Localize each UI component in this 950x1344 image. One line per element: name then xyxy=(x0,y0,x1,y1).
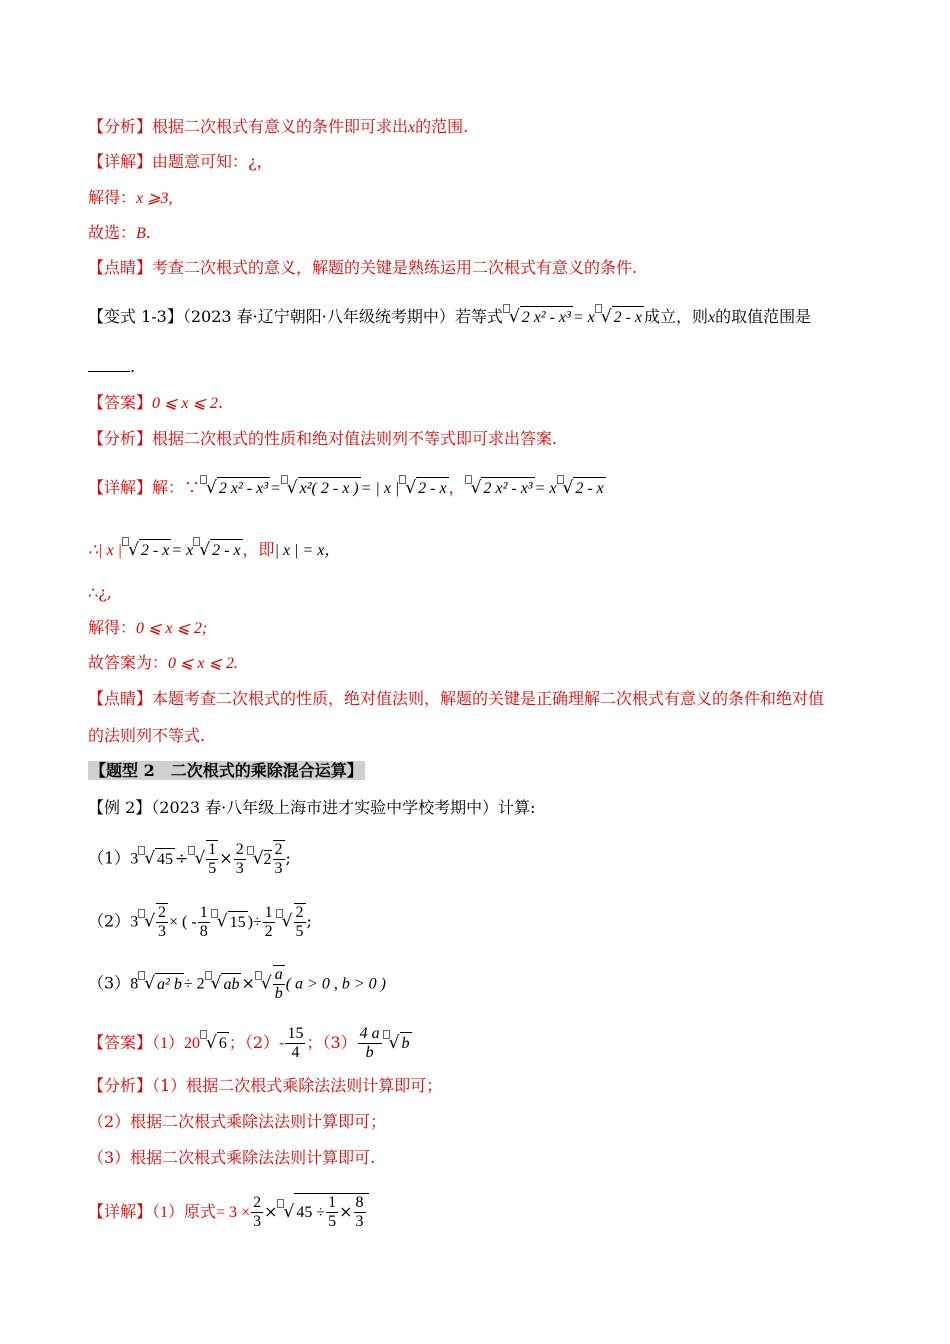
detail-line xyxy=(88,151,273,173)
variant-1-3: 【变式 1-3】（2023 春·辽宁朝阳·八年级统考期中）若等式 √ 2 x² - x³ = x √ 2 - x 成立，则x的取值范围是 xyxy=(88,304,811,329)
analysis-text-2: 根据二次根式的性质和绝对值法则列不等式即可求出答案. xyxy=(152,429,558,448)
detail-eq1: = xyxy=(270,480,281,497)
analysis-text: 根据二次根式有意义的条件即可求出 xyxy=(152,117,409,136)
detail-r1: 2 x² - x³ xyxy=(217,477,270,500)
problem-3: （3）8 √ a² b ÷ 2 √ ab × √ $\frac{a}{b}$ ( a > 0 , b > 0 ) xyxy=(88,966,386,1002)
therefore-pre: ∴| x | xyxy=(88,542,123,559)
variant-rad2: 2 - x xyxy=(612,306,644,329)
analysis-line-5: （3）根据二次根式乘除法法则计算即可. xyxy=(88,1148,376,1167)
problem-2: （2）3 √ $\frac{2}{3}$ × ( - $\frac{1}{8}$ √ 15 )÷ $\frac{1}{2}$ √ $\frac{2}{5}$ ; xyxy=(88,903,312,940)
analysis-line-4: （2）根据二次根式乘除法法则计算即可； xyxy=(88,1112,387,1131)
choice-label: 故选： xyxy=(88,223,137,242)
answer-tag-2: 【答案】 xyxy=(88,1033,153,1052)
detail-pre: 解：∵ xyxy=(152,478,201,497)
blank-tail: . xyxy=(130,357,136,376)
section-title: 【题型 2 二次根式的乘除混合运算】 xyxy=(90,761,363,780)
detail-eq2: = | x | xyxy=(360,480,400,497)
variant-source: （2023 春·辽宁朝阳·八年级统考期中）若等式 xyxy=(182,307,503,326)
analysis-line-2 xyxy=(88,428,557,450)
therefore-eq: = x xyxy=(171,542,194,559)
problem-1: （1）3 √ 45 ÷ √ $\frac{1}{5}$ × $\frac{2}{3}$ √2 $\frac{2}{3}$ ; xyxy=(88,840,291,877)
therefore-r2: 2 - x xyxy=(210,539,242,562)
example-text: （2023 春·八年级上海市进才实验中学校考期中）计算: xyxy=(151,798,536,817)
therefore-line-2: ∴¿, xyxy=(88,583,112,602)
note-line-3: 的法则列不等式. xyxy=(88,726,206,745)
therefore-mid: ，即 xyxy=(242,540,275,559)
solve-label-2: 解得： xyxy=(88,618,137,637)
analysis-line xyxy=(88,116,468,139)
variant-eq: = x xyxy=(572,309,595,326)
therefore-line-1: ∴| x | √ 2 - x = x √ 2 - x ，即| x | = x， xyxy=(88,537,340,562)
detail-line-3: 【详解】（1）原式= 3 × $\frac{2}{3}$ × √ 45 ÷ $\frac{1}{5}$ × $\frac{8}{3}$ xyxy=(88,1193,369,1231)
note-line-1 xyxy=(88,257,637,279)
analysis-var: x xyxy=(408,119,416,136)
variant-rad1: 2 x² - x³ xyxy=(520,306,573,329)
choice-tail: . xyxy=(145,223,151,242)
detail-text: 由题意可知：¿， xyxy=(152,152,273,171)
note-text-1: 考查二次根式的意义，解题的关键是熟练运用二次根式有意义的条件. xyxy=(152,258,638,277)
analysis-tag-2: 【分析】 xyxy=(88,429,153,448)
example-2 xyxy=(88,797,536,819)
variant-cond: 成立，则 xyxy=(644,307,709,326)
detail-sep: ， xyxy=(448,478,465,497)
answer-line-1 xyxy=(88,392,223,415)
p2-label: （2） xyxy=(88,911,131,931)
detail-tag: 【详解】 xyxy=(88,152,153,171)
p3-label: （3） xyxy=(88,973,131,993)
choice-line xyxy=(88,222,151,245)
note-text-2a: 本题考查二次根式的性质，绝对值法则，解题的关键是正确理解二次根式有意义的条件和绝对值 xyxy=(152,689,825,708)
final-math: 0 ⩽ x ⩽ 2. xyxy=(168,655,238,672)
solve-line-1 xyxy=(88,187,173,210)
detail-eq3: = x xyxy=(534,480,557,497)
answer-tail-1: . xyxy=(217,393,224,412)
note-tag-1: 【点睛】 xyxy=(88,258,153,277)
solve-math: x ⩾3, xyxy=(136,190,173,207)
analysis-tag-3: 【分析】 xyxy=(88,1076,153,1095)
therefore-r1: 2 - x xyxy=(139,539,171,562)
blank-line xyxy=(88,356,135,378)
analysis-line-3: 【分析】（1）根据二次根式乘除法法则计算即可； xyxy=(88,1076,443,1095)
choice-math: B xyxy=(136,225,146,242)
detail-tag-3: 【详解】 xyxy=(88,1202,153,1221)
solve-math-2: 0 ⩽ x ⩽ 2; xyxy=(136,620,208,637)
final-answer-line xyxy=(88,652,238,675)
note-line-2 xyxy=(88,688,824,710)
answer-math-1: 0 ⩽ x ⩽ 2 xyxy=(152,395,218,412)
detail-line-2: 【详解】解：∵ √ 2 x² - x³ = √ x²( 2 - x ) = | x | √ 2 - x ， √ 2 x² - x³ = x √ 2 - x xyxy=(88,475,606,500)
detail-r4: 2 x² - x³ xyxy=(481,477,534,500)
variant-tail: 的取值范围是 xyxy=(715,307,812,326)
final-label: 故答案为： xyxy=(88,653,169,672)
section-heading xyxy=(88,760,365,782)
detail-r3: 2 - x xyxy=(416,477,448,500)
answer-blank xyxy=(88,357,130,372)
therefore-tail: | x | = x， xyxy=(274,542,341,559)
solve-label: 解得： xyxy=(88,188,137,207)
analysis-tag: 【分析】 xyxy=(88,117,153,136)
note-tag-2: 【点睛】 xyxy=(88,689,153,708)
detail-tag-2: 【详解】 xyxy=(88,478,153,497)
variant-tag: 【变式 1-3】 xyxy=(88,307,183,326)
variant-var: x xyxy=(708,309,716,326)
p1-label: （1） xyxy=(88,848,131,868)
answer-tag-1: 【答案】 xyxy=(88,393,153,412)
example-tag: 【例 2】 xyxy=(88,798,152,817)
solve-line-2 xyxy=(88,617,207,640)
answer-line-2: 【答案】（1）20 √ 6 ；（2）- $\frac{15}{4}$ ；（3） $\frac{4 a}{b}$ √ b xyxy=(88,1025,410,1061)
detail-r5: 2 - x xyxy=(573,477,605,500)
detail-r2: x²( 2 - x ) xyxy=(298,477,361,500)
analysis-tail: 的范围. xyxy=(415,117,469,136)
